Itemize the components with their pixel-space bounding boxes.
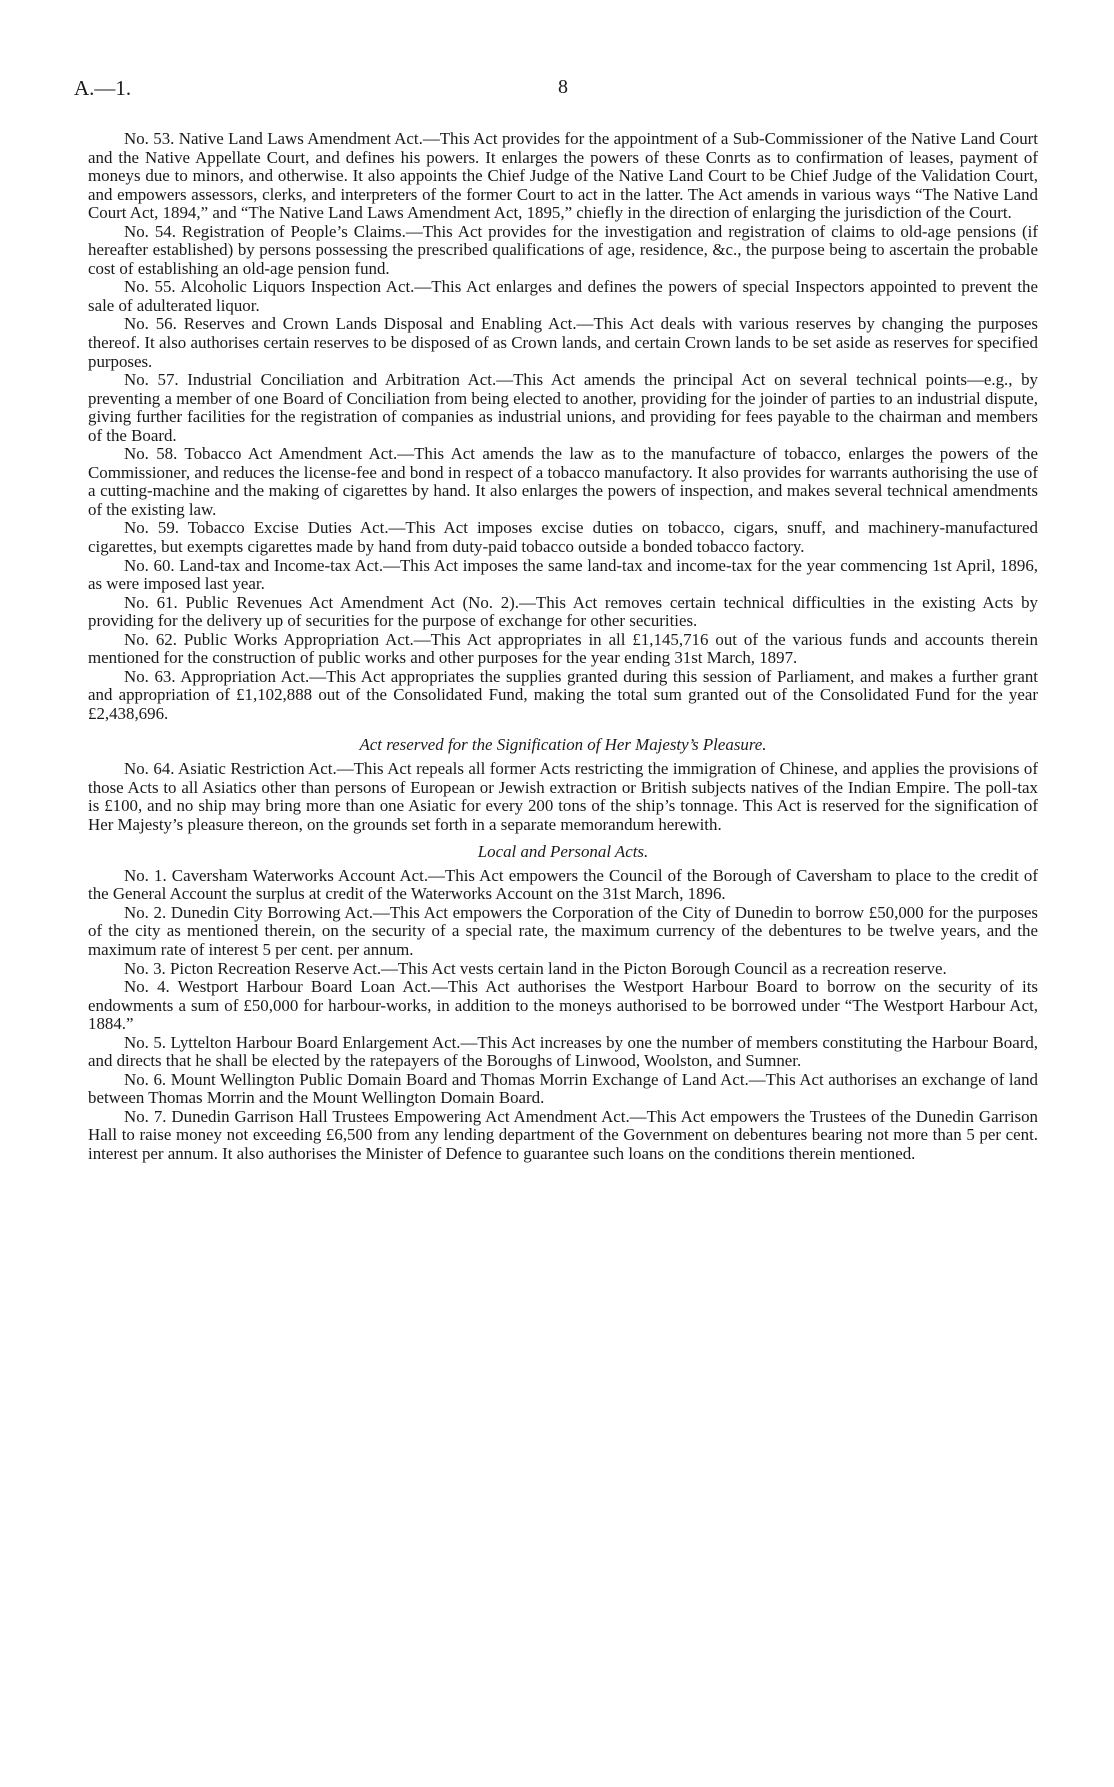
local-personal-acts-heading: Local and Personal Acts. (477, 842, 649, 862)
act-paragraph: No. 56. Reserves and Crown Lands Disposal and Enabling Act.—This Act deals with various reserves by changing the purposes thereof. It also authorises certain reserves to be disposed of as Crown lands, and certain Crown lands to be set aside as reserves for specified purposes. (88, 314, 1038, 371)
act-paragraph: No. 7. Dunedin Garrison Hall Trustees Empowering Act Amendment Act.—This Act empowers the Trustees of the Dunedin Garrison Hall to raise money not exceeding £6,500 from any lending department of the Government on debentures bearing not more than 5 per cent. interest per annum. It also authorises the Minister of Defence to guarantee such loans on the conditions therein mentioned. (88, 1106, 1038, 1163)
act-paragraph: No. 5. Lyttelton Harbour Board Enlargement Act.—This Act increases by one the number of members constituting the Harbour Board, and directs that he shall be elected by the ratepayers of the Boroughs of Linwood, Woolston, and Sumner. (88, 1032, 1038, 1071)
act-paragraph: No. 6. Mount Wellington Public Domain Board and Thomas Morrin Exchange of Land Act.—This Act authorises an exchange of land between Thomas Morrin and the Mount Wellington Domain Board. (88, 1069, 1038, 1108)
act-paragraph: No. 54. Registration of People’s Claims.—This Act provides for the investigation and registration of claims to old-age pensions (if hereafter established) by persons possessing the prescribed qualifications of age, residence, &c., the purpose being to ascertain the probable cost of establishing an old-age pension fund. (88, 221, 1038, 278)
act-paragraph: No. 60. Land-tax and Income-tax Act.—This Act imposes the same land-tax and income-tax for the year commencing 1st April, 1896, as were imposed last year. (88, 555, 1038, 594)
act-paragraph: No. 61. Public Revenues Act Amendment Act (No. 2).—This Act removes certain technical difficulties in the existing Acts by providing for the delivery up of securities for the purpose of exchange for other securities. (88, 592, 1038, 631)
parliamentary-paper-reference: A.—1. (74, 76, 132, 100)
act-paragraph: No. 3. Picton Recreation Reserve Act.—This Act vests certain land in the Picton Borough Council as a recreation reserve. (124, 958, 947, 978)
act-paragraph: No. 57. Industrial Conciliation and Arbitration Act.—This Act amends the principal Act on several technical points—e.g., by preventing a member of one Board of Conciliation from being elected to another, providing for the joinder of parties to an industrial dispute, giving further facilities for the registration of companies as industrial unions, and providing for fees payable to the chairman and members of the Board. (88, 370, 1038, 445)
act-paragraph: No. 59. Tobacco Excise Duties Act.—This Act imposes excise duties on tobacco, cigars, snuff, and machinery-manufactured cigarettes, but exempts cigarettes made by hand from duty-paid tobacco outside a bonded tobacco factory. (88, 518, 1038, 557)
act-paragraph: No. 58. Tobacco Act Amendment Act.—This Act amends the law as to the manufacture of tobacco, enlarges the powers of the Commissioner, and reduces the license-fee and bond in respect of a tobacco manufactory. It also provides for warrants authorising the use of a cutting-machine and the making of cigarettes by hand. It also enlarges the powers of inspection, and makes several technical amendments of the existing law. (88, 444, 1038, 519)
page-header (74, 76, 1038, 116)
act-paragraph: No. 53. Native Land Laws Amendment Act.—This Act provides for the appointment of a Sub-Commissioner of the Native Land Court and the Native Appellate Court, and defines his powers. It enlarges the powers of these Conrts as to confirmation of leases, payment of moneys due to minors, and otherwise. It also appoints the Chief Judge of the Native Land Court to be Chief Judge of the Validation Court, and empowers assessors, clerks, and interpreters of the former Court to act in the latter. The Act amends in various ways “The Native Land Court Act, 1894,” and “The Native Land Laws Amendment Act, 1895,” chiefly in the direction of enlarging the jurisdiction of the Court. (88, 129, 1038, 223)
act-paragraph: No. 55. Alcoholic Liquors Inspection Act.—This Act enlarges and defines the powers of special Inspectors appointed to prevent the sale of adulterated liquor. (88, 277, 1038, 315)
act-paragraph: No. 4. Westport Harbour Board Loan Act.—This Act authorises the Westport Harbour Board to borrow on the security of its endowments a sum of £50,000 for harbour-works, in addition to the moneys authorised to be borrowed under “The Westport Harbour Act, 1884.” (88, 977, 1038, 1034)
act-paragraph: No. 2. Dunedin City Borrowing Act.—This Act empowers the Corporation of the City of Dunedin to borrow £50,000 for the purposes of the city as mentioned therein, on the security of a special rate, the maximum currency of the debentures to be twelve years, and the maximum rate of interest 5 per cent. per annum. (88, 902, 1038, 959)
act-paragraph: No. 63. Appropriation Act.—This Act appropriates the supplies granted during this session of Parliament, and makes a further grant and appropriation of £1,102,888 out of the Consolidated Fund, making the total sum granted out of the Consolidated Fund for the year £2,438,696. (88, 666, 1038, 723)
act-paragraph: No. 62. Public Works Appropriation Act.—This Act appropriates in all £1,145,716 out of the various funds and accounts therein mentioned for the construction of public works and other purposes for the year ending 31st March, 1897. (88, 629, 1038, 668)
act-paragraph: No. 1. Caversham Waterworks Account Act.—This Act empowers the Council of the Borough of Caversham to place to the credit of the General Account the surplus at credit of the Waterworks Account on the 31st March, 1896. (88, 865, 1038, 904)
reserved-acts-section (88, 760, 1038, 834)
page-number: 8 (558, 76, 568, 98)
act-paragraph: No. 64. Asiatic Restriction Act.—This Act repeals all former Acts restricting the immigration of Chinese, and applies the provisions of those Acts to all Asiatics other than persons of European or Jewish extraction or British subjects natives of the Indian Empire. The poll-tax is £100, and no ship may bring more than one Asiatic for every 200 tons of the ship’s tonnage. This Act is reserved for the signification of Her Majesty’s pleasure thereon, on the grounds set forth in a separate memorandum herewith. (88, 759, 1038, 834)
local-personal-acts-section (88, 867, 1038, 1164)
general-acts-section (88, 130, 1038, 724)
document-body (88, 130, 1038, 1164)
reserved-acts-heading: Act reserved for the Signification of Her Majesty’s Pleasure. (359, 734, 767, 754)
